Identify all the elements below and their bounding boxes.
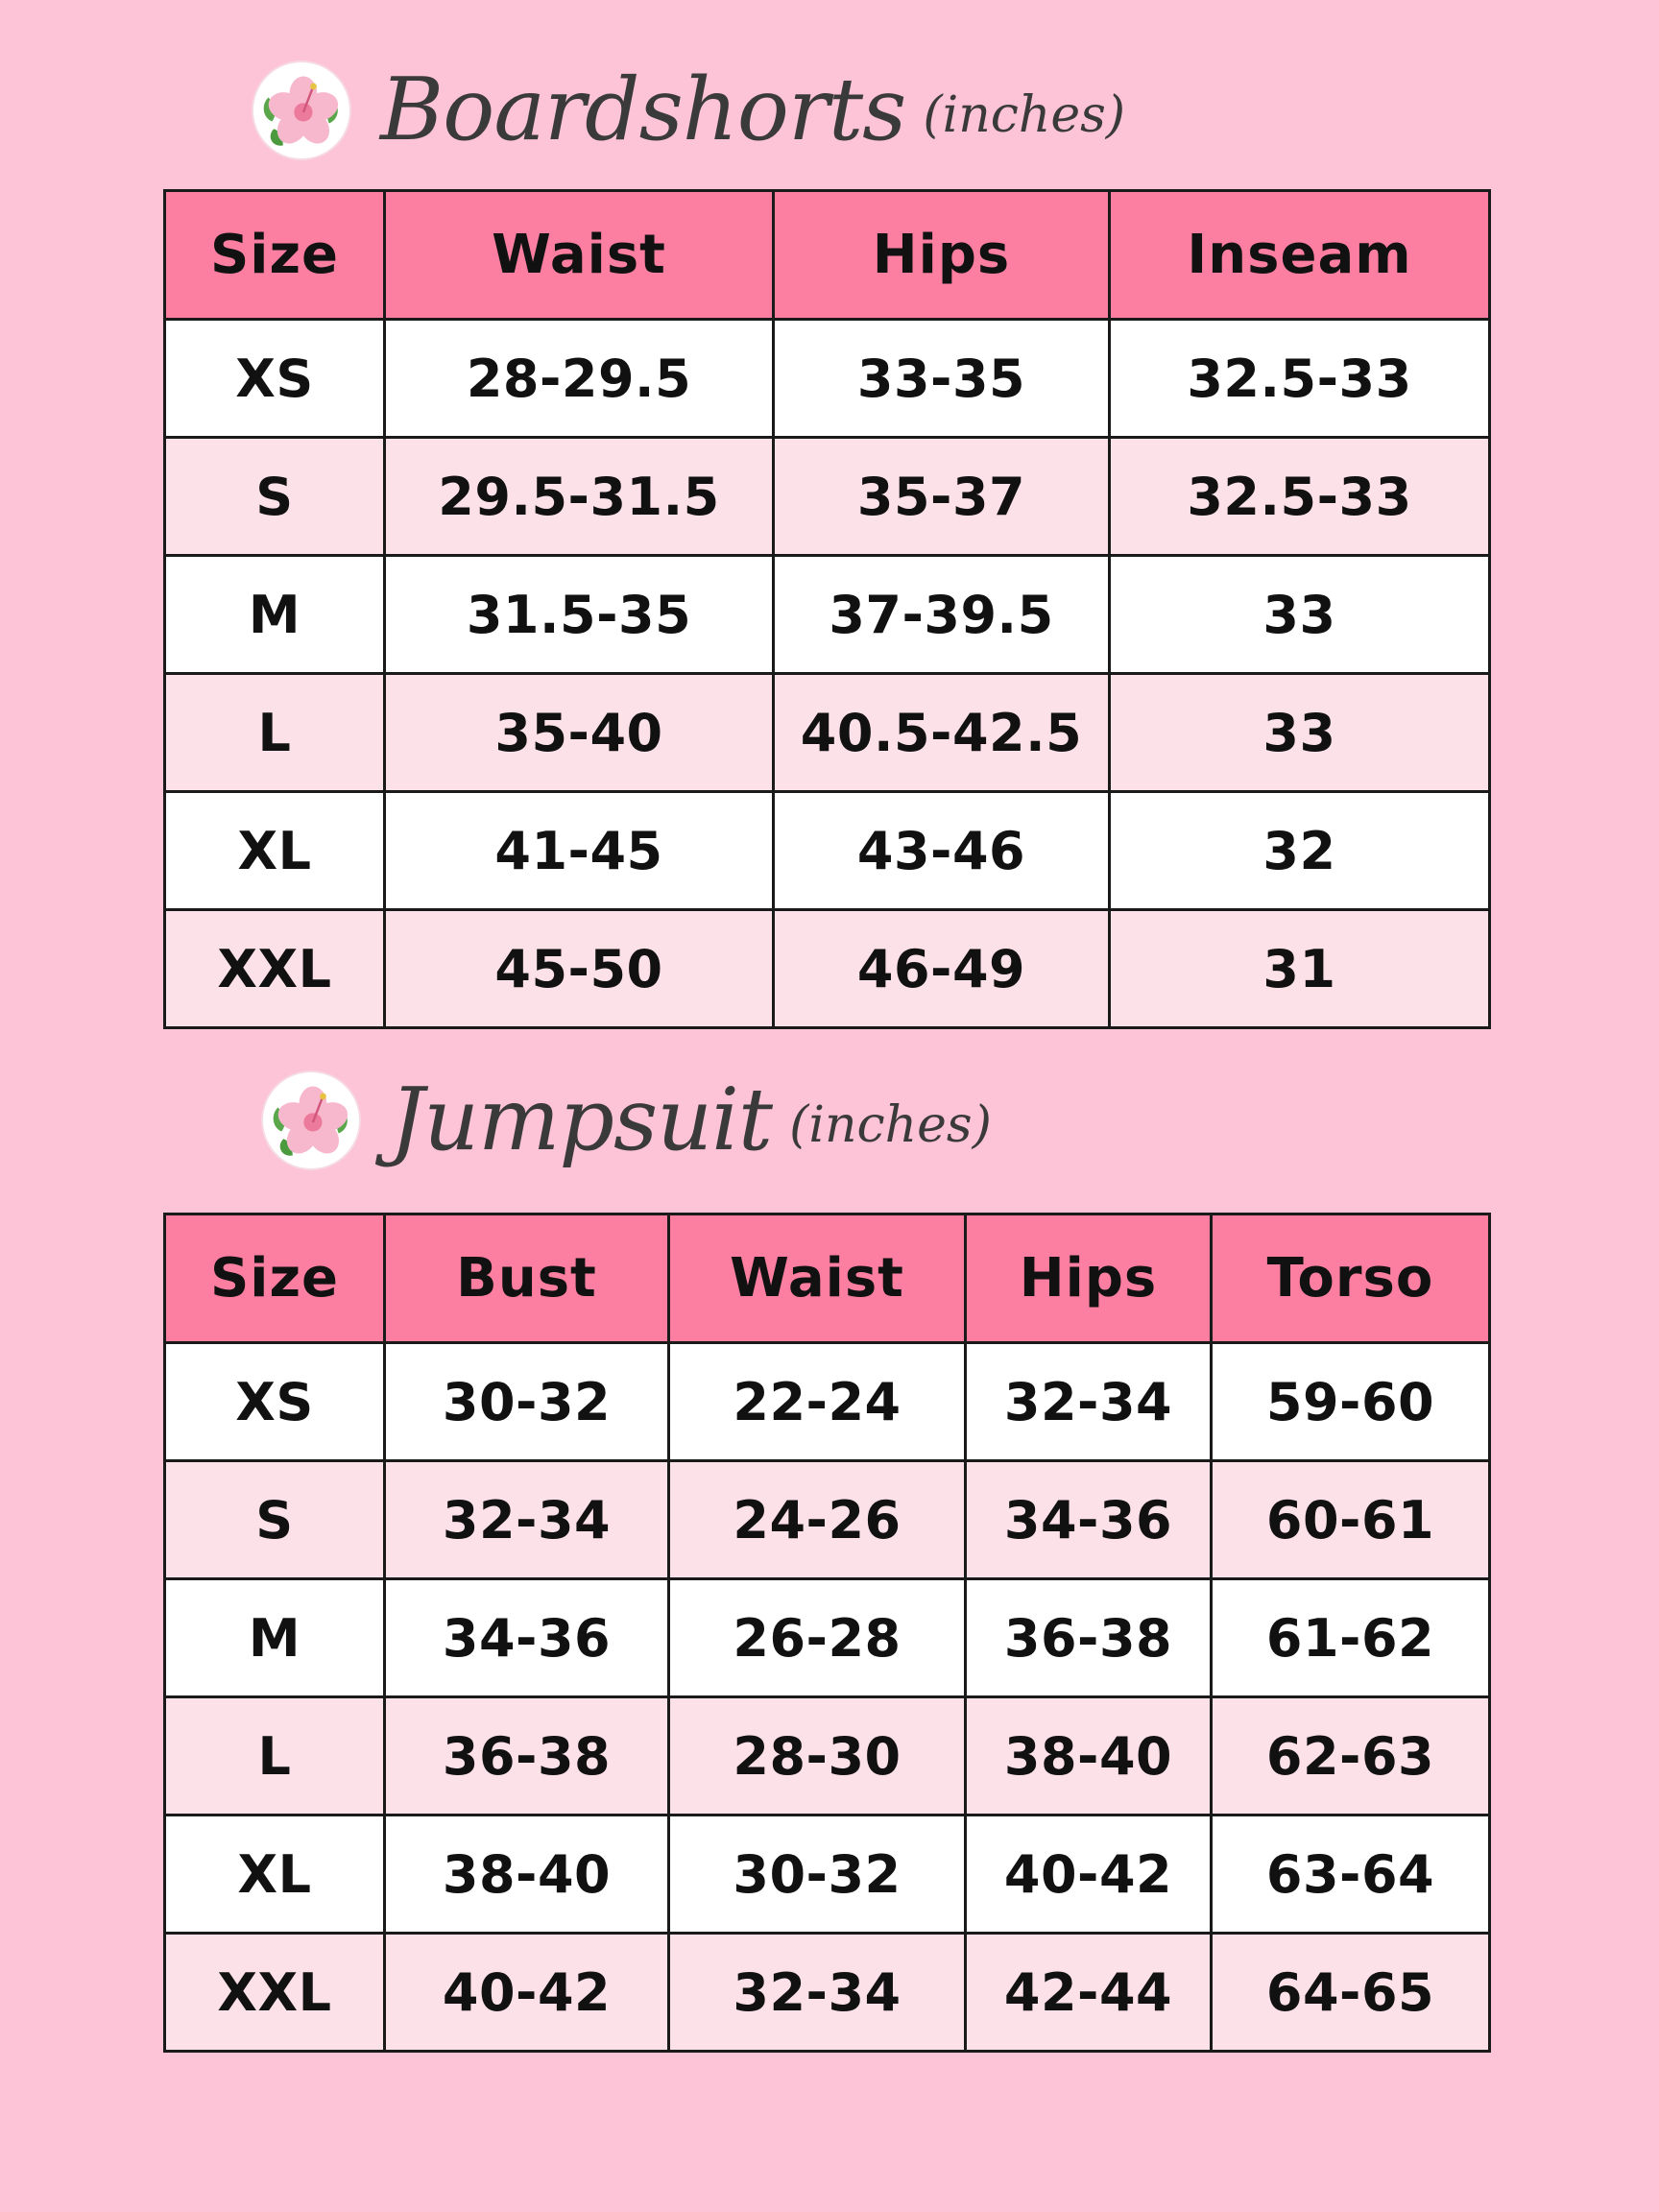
size-cell: M: [165, 556, 385, 674]
bust-cell: 40-42: [385, 1934, 669, 2052]
table-row: [165, 674, 1490, 792]
inseam-cell: 31: [1110, 910, 1490, 1028]
hips-cell: 32-34: [966, 1343, 1212, 1461]
table-row: [165, 1934, 1490, 2052]
hips-cell: 35-37: [774, 438, 1110, 556]
table-row: [165, 1815, 1490, 1934]
table-row: [165, 320, 1490, 438]
column-header-waist: Waist: [385, 191, 774, 320]
torso-cell: 62-63: [1212, 1697, 1490, 1815]
table-row: [165, 910, 1490, 1028]
hips-cell: 34-36: [966, 1461, 1212, 1579]
hips-cell: 37-39.5: [774, 556, 1110, 674]
size-cell: XL: [165, 1815, 385, 1934]
table-header-row: [165, 191, 1490, 320]
jumpsuit-heading: [263, 1068, 992, 1173]
waist-cell: 29.5-31.5: [385, 438, 774, 556]
column-header-hips: Hips: [966, 1214, 1212, 1343]
size-cell: S: [165, 438, 385, 556]
waist-cell: 31.5-35: [385, 556, 774, 674]
table-row: [165, 438, 1490, 556]
inseam-cell: 32: [1110, 792, 1490, 910]
table-header-row: [165, 1214, 1490, 1343]
hips-cell: 42-44: [966, 1934, 1212, 2052]
bust-cell: 32-34: [385, 1461, 669, 1579]
column-header-bust: Bust: [385, 1214, 669, 1343]
hips-cell: 46-49: [774, 910, 1110, 1028]
column-header-waist: Waist: [669, 1214, 966, 1343]
hips-cell: 43-46: [774, 792, 1110, 910]
boardshorts-heading: [253, 58, 1125, 163]
waist-cell: 28-29.5: [385, 320, 774, 438]
size-cell: XXL: [165, 1934, 385, 2052]
hips-cell: 33-35: [774, 320, 1110, 438]
table-row: [165, 792, 1490, 910]
waist-cell: 24-26: [669, 1461, 966, 1579]
waist-cell: 22-24: [669, 1343, 966, 1461]
size-cell: XS: [165, 1343, 385, 1461]
hips-cell: 38-40: [966, 1697, 1212, 1815]
jumpsuit-unit: (inches): [789, 1096, 992, 1154]
column-header-size: Size: [165, 1214, 385, 1343]
table-row: [165, 1697, 1490, 1815]
table-row: [165, 1343, 1490, 1461]
table-row: [165, 556, 1490, 674]
inseam-cell: 32.5-33: [1110, 320, 1490, 438]
column-header-size: Size: [165, 191, 385, 320]
size-cell: M: [165, 1579, 385, 1697]
boardshorts-size-table: [163, 189, 1491, 1029]
torso-cell: 64-65: [1212, 1934, 1490, 2052]
hips-cell: 40-42: [966, 1815, 1212, 1934]
bust-cell: 34-36: [385, 1579, 669, 1697]
table-row: [165, 1461, 1490, 1579]
size-cell: XS: [165, 320, 385, 438]
torso-cell: 63-64: [1212, 1815, 1490, 1934]
hibiscus-flower-icon: [253, 62, 349, 158]
column-header-torso: Torso: [1212, 1214, 1490, 1343]
column-header-hips: Hips: [774, 191, 1110, 320]
waist-cell: 30-32: [669, 1815, 966, 1934]
bust-cell: 30-32: [385, 1343, 669, 1461]
column-header-inseam: Inseam: [1110, 191, 1490, 320]
waist-cell: 28-30: [669, 1697, 966, 1815]
jumpsuit-title: Jumpsuit: [390, 1070, 773, 1170]
hibiscus-flower-icon: [263, 1072, 359, 1168]
size-cell: L: [165, 674, 385, 792]
boardshorts-title: Boardshorts: [380, 60, 906, 160]
size-cell: XL: [165, 792, 385, 910]
waist-cell: 45-50: [385, 910, 774, 1028]
size-cell: XXL: [165, 910, 385, 1028]
inseam-cell: 33: [1110, 674, 1490, 792]
bust-cell: 36-38: [385, 1697, 669, 1815]
waist-cell: 26-28: [669, 1579, 966, 1697]
size-cell: S: [165, 1461, 385, 1579]
boardshorts-unit: (inches): [923, 86, 1126, 144]
hips-cell: 36-38: [966, 1579, 1212, 1697]
inseam-cell: 33: [1110, 556, 1490, 674]
waist-cell: 35-40: [385, 674, 774, 792]
torso-cell: 61-62: [1212, 1579, 1490, 1697]
bust-cell: 38-40: [385, 1815, 669, 1934]
waist-cell: 32-34: [669, 1934, 966, 2052]
inseam-cell: 32.5-33: [1110, 438, 1490, 556]
waist-cell: 41-45: [385, 792, 774, 910]
hips-cell: 40.5-42.5: [774, 674, 1110, 792]
jumpsuit-size-table: [163, 1213, 1491, 2053]
table-row: [165, 1579, 1490, 1697]
torso-cell: 59-60: [1212, 1343, 1490, 1461]
size-cell: L: [165, 1697, 385, 1815]
torso-cell: 60-61: [1212, 1461, 1490, 1579]
